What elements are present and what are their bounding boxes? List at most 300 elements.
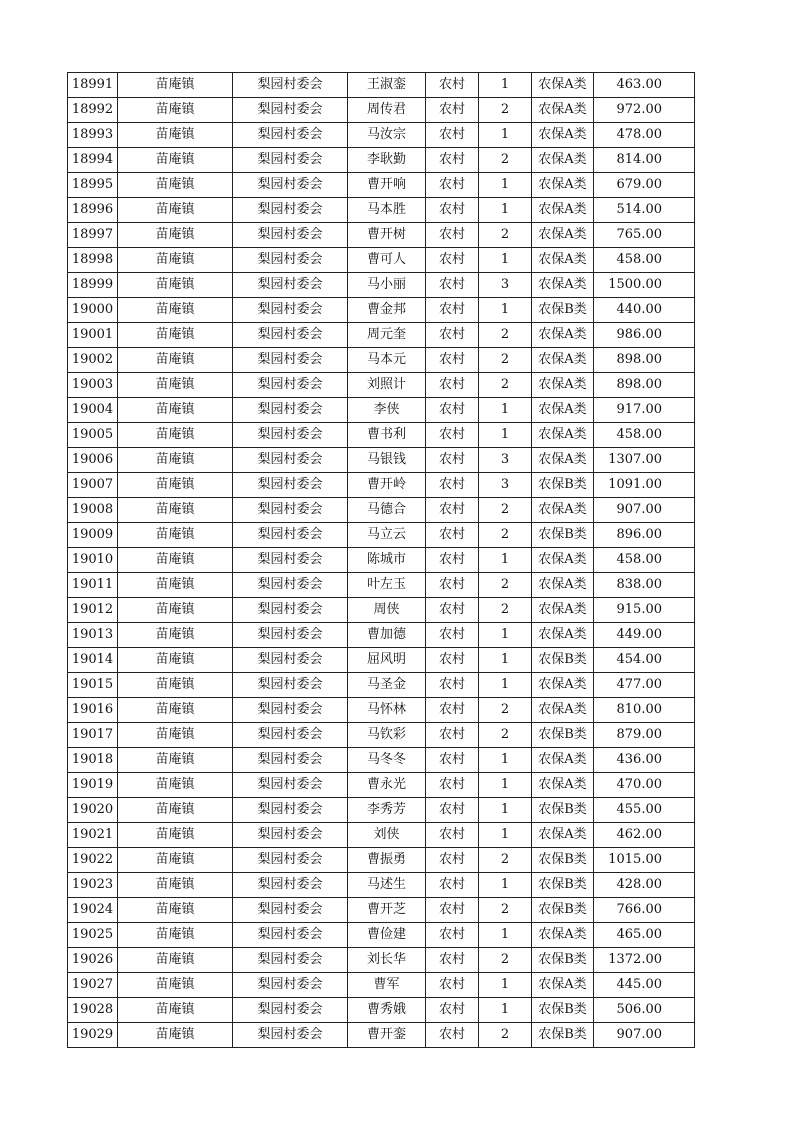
cell-count: 1 — [479, 623, 532, 648]
cell-count: 3 — [479, 473, 532, 498]
cell-area: 农村 — [426, 98, 479, 123]
cell-count: 1 — [479, 873, 532, 898]
cell-amount: 440.00 — [594, 298, 695, 323]
cell-type: 农保A类 — [532, 623, 594, 648]
cell-name: 马德合 — [348, 498, 426, 523]
cell-name: 刘侠 — [348, 823, 426, 848]
cell-town: 苗庵镇 — [118, 573, 233, 598]
table-row — [68, 198, 695, 223]
cell-amount: 1015.00 — [594, 848, 695, 873]
cell-town: 苗庵镇 — [118, 1023, 233, 1048]
cell-id: 19024 — [68, 898, 118, 923]
cell-id: 19013 — [68, 623, 118, 648]
cell-type: 农保A类 — [532, 973, 594, 998]
cell-count: 2 — [479, 948, 532, 973]
cell-town: 苗庵镇 — [118, 148, 233, 173]
cell-type: 农保B类 — [532, 998, 594, 1023]
table-row — [68, 98, 695, 123]
table-row — [68, 548, 695, 573]
cell-area: 农村 — [426, 698, 479, 723]
cell-amount: 436.00 — [594, 748, 695, 773]
cell-village: 梨园村委会 — [233, 473, 348, 498]
cell-name: 马本元 — [348, 348, 426, 373]
cell-amount: 458.00 — [594, 548, 695, 573]
table-row — [68, 298, 695, 323]
cell-id: 19021 — [68, 823, 118, 848]
cell-amount: 462.00 — [594, 823, 695, 848]
cell-count: 2 — [479, 848, 532, 873]
cell-area: 农村 — [426, 298, 479, 323]
cell-town: 苗庵镇 — [118, 448, 233, 473]
cell-count: 3 — [479, 448, 532, 473]
cell-id: 19027 — [68, 973, 118, 998]
cell-village: 梨园村委会 — [233, 748, 348, 773]
cell-village: 梨园村委会 — [233, 323, 348, 348]
cell-area: 农村 — [426, 173, 479, 198]
cell-village: 梨园村委会 — [233, 773, 348, 798]
cell-amount: 458.00 — [594, 248, 695, 273]
cell-type: 农保B类 — [532, 873, 594, 898]
cell-area: 农村 — [426, 323, 479, 348]
cell-village: 梨园村委会 — [233, 248, 348, 273]
cell-id: 19000 — [68, 298, 118, 323]
cell-name: 刘长华 — [348, 948, 426, 973]
cell-id: 19028 — [68, 998, 118, 1023]
cell-village: 梨园村委会 — [233, 123, 348, 148]
cell-count: 2 — [479, 323, 532, 348]
cell-type: 农保A类 — [532, 248, 594, 273]
cell-area: 农村 — [426, 473, 479, 498]
cell-name: 叶左玉 — [348, 573, 426, 598]
cell-type: 农保B类 — [532, 898, 594, 923]
table-row — [68, 923, 695, 948]
cell-town: 苗庵镇 — [118, 323, 233, 348]
cell-count: 1 — [479, 773, 532, 798]
cell-amount: 898.00 — [594, 373, 695, 398]
cell-id: 19017 — [68, 723, 118, 748]
cell-area: 农村 — [426, 398, 479, 423]
table-row — [68, 523, 695, 548]
cell-area: 农村 — [426, 723, 479, 748]
cell-town: 苗庵镇 — [118, 773, 233, 798]
cell-amount: 463.00 — [594, 73, 695, 98]
cell-name: 曹金邦 — [348, 298, 426, 323]
cell-id: 18998 — [68, 248, 118, 273]
table-row — [68, 898, 695, 923]
cell-type: 农保B类 — [532, 798, 594, 823]
cell-area: 农村 — [426, 523, 479, 548]
cell-count: 2 — [479, 348, 532, 373]
cell-area: 农村 — [426, 223, 479, 248]
table-row — [68, 498, 695, 523]
cell-village: 梨园村委会 — [233, 698, 348, 723]
cell-village: 梨园村委会 — [233, 623, 348, 648]
cell-amount: 986.00 — [594, 323, 695, 348]
cell-area: 农村 — [426, 548, 479, 573]
cell-amount: 1307.00 — [594, 448, 695, 473]
cell-name: 马本胜 — [348, 198, 426, 223]
cell-id: 18994 — [68, 148, 118, 173]
cell-id: 18993 — [68, 123, 118, 148]
cell-id: 19014 — [68, 648, 118, 673]
cell-village: 梨园村委会 — [233, 723, 348, 748]
cell-town: 苗庵镇 — [118, 98, 233, 123]
cell-id: 19012 — [68, 598, 118, 623]
records-table — [67, 72, 695, 1048]
cell-name: 周传君 — [348, 98, 426, 123]
cell-area: 农村 — [426, 648, 479, 673]
cell-id: 19002 — [68, 348, 118, 373]
cell-amount: 898.00 — [594, 348, 695, 373]
cell-id: 18999 — [68, 273, 118, 298]
cell-count: 2 — [479, 498, 532, 523]
cell-area: 农村 — [426, 498, 479, 523]
cell-village: 梨园村委会 — [233, 573, 348, 598]
table-row — [68, 173, 695, 198]
cell-town: 苗庵镇 — [118, 973, 233, 998]
cell-type: 农保B类 — [532, 523, 594, 548]
cell-type: 农保A类 — [532, 423, 594, 448]
cell-type: 农保A类 — [532, 823, 594, 848]
cell-count: 2 — [479, 698, 532, 723]
table-row — [68, 448, 695, 473]
cell-count: 1 — [479, 423, 532, 448]
document-page — [67, 72, 695, 1048]
table-row — [68, 273, 695, 298]
cell-village: 梨园村委会 — [233, 398, 348, 423]
table-row — [68, 623, 695, 648]
cell-town: 苗庵镇 — [118, 423, 233, 448]
cell-count: 1 — [479, 548, 532, 573]
cell-count: 1 — [479, 248, 532, 273]
cell-town: 苗庵镇 — [118, 273, 233, 298]
cell-id: 18991 — [68, 73, 118, 98]
cell-town: 苗庵镇 — [118, 123, 233, 148]
cell-id: 19006 — [68, 448, 118, 473]
cell-amount: 514.00 — [594, 198, 695, 223]
cell-name: 马冬冬 — [348, 748, 426, 773]
cell-village: 梨园村委会 — [233, 598, 348, 623]
cell-count: 1 — [479, 673, 532, 698]
cell-area: 农村 — [426, 123, 479, 148]
cell-village: 梨园村委会 — [233, 198, 348, 223]
cell-id: 19019 — [68, 773, 118, 798]
cell-village: 梨园村委会 — [233, 273, 348, 298]
cell-type: 农保A类 — [532, 98, 594, 123]
cell-town: 苗庵镇 — [118, 523, 233, 548]
cell-id: 19025 — [68, 923, 118, 948]
table-row — [68, 148, 695, 173]
cell-type: 农保A类 — [532, 498, 594, 523]
cell-village: 梨园村委会 — [233, 73, 348, 98]
table-row — [68, 873, 695, 898]
cell-id: 19007 — [68, 473, 118, 498]
table-row — [68, 723, 695, 748]
cell-id: 19018 — [68, 748, 118, 773]
cell-amount: 810.00 — [594, 698, 695, 723]
cell-town: 苗庵镇 — [118, 848, 233, 873]
cell-type: 农保A类 — [532, 923, 594, 948]
cell-name: 李耿勤 — [348, 148, 426, 173]
cell-amount: 1372.00 — [594, 948, 695, 973]
cell-area: 农村 — [426, 423, 479, 448]
cell-area: 农村 — [426, 448, 479, 473]
cell-name: 马怀林 — [348, 698, 426, 723]
cell-town: 苗庵镇 — [118, 873, 233, 898]
cell-town: 苗庵镇 — [118, 898, 233, 923]
cell-area: 农村 — [426, 273, 479, 298]
cell-area: 农村 — [426, 348, 479, 373]
cell-type: 农保A类 — [532, 373, 594, 398]
cell-town: 苗庵镇 — [118, 248, 233, 273]
cell-town: 苗庵镇 — [118, 73, 233, 98]
cell-amount: 915.00 — [594, 598, 695, 623]
cell-town: 苗庵镇 — [118, 723, 233, 748]
cell-village: 梨园村委会 — [233, 673, 348, 698]
cell-name: 刘照计 — [348, 373, 426, 398]
cell-amount: 917.00 — [594, 398, 695, 423]
cell-town: 苗庵镇 — [118, 348, 233, 373]
cell-village: 梨园村委会 — [233, 823, 348, 848]
table-row — [68, 848, 695, 873]
cell-count: 1 — [479, 648, 532, 673]
cell-amount: 465.00 — [594, 923, 695, 948]
table-row — [68, 1023, 695, 1048]
cell-count: 1 — [479, 973, 532, 998]
cell-town: 苗庵镇 — [118, 648, 233, 673]
cell-id: 18992 — [68, 98, 118, 123]
cell-village: 梨园村委会 — [233, 848, 348, 873]
cell-name: 曹可人 — [348, 248, 426, 273]
cell-id: 18997 — [68, 223, 118, 248]
cell-village: 梨园村委会 — [233, 348, 348, 373]
cell-town: 苗庵镇 — [118, 498, 233, 523]
cell-town: 苗庵镇 — [118, 923, 233, 948]
cell-type: 农保A类 — [532, 173, 594, 198]
cell-amount: 766.00 — [594, 898, 695, 923]
cell-town: 苗庵镇 — [118, 373, 233, 398]
cell-type: 农保A类 — [532, 773, 594, 798]
cell-area: 农村 — [426, 873, 479, 898]
cell-type: 农保A类 — [532, 323, 594, 348]
cell-name: 曹开响 — [348, 173, 426, 198]
cell-name: 周侠 — [348, 598, 426, 623]
table-row — [68, 648, 695, 673]
cell-name: 马立云 — [348, 523, 426, 548]
cell-type: 农保A类 — [532, 448, 594, 473]
cell-name: 曹振勇 — [348, 848, 426, 873]
cell-count: 2 — [479, 598, 532, 623]
cell-type: 农保A类 — [532, 573, 594, 598]
cell-name: 曹开树 — [348, 223, 426, 248]
cell-town: 苗庵镇 — [118, 673, 233, 698]
cell-type: 农保B类 — [532, 848, 594, 873]
cell-name: 马述生 — [348, 873, 426, 898]
cell-amount: 972.00 — [594, 98, 695, 123]
cell-town: 苗庵镇 — [118, 798, 233, 823]
cell-village: 梨园村委会 — [233, 998, 348, 1023]
cell-type: 农保A类 — [532, 73, 594, 98]
table-row — [68, 373, 695, 398]
cell-type: 农保B类 — [532, 648, 594, 673]
cell-area: 农村 — [426, 248, 479, 273]
table-row — [68, 598, 695, 623]
cell-id: 19011 — [68, 573, 118, 598]
cell-town: 苗庵镇 — [118, 948, 233, 973]
cell-id: 19022 — [68, 848, 118, 873]
cell-id: 19003 — [68, 373, 118, 398]
cell-area: 农村 — [426, 898, 479, 923]
cell-village: 梨园村委会 — [233, 923, 348, 948]
cell-village: 梨园村委会 — [233, 148, 348, 173]
cell-count: 1 — [479, 998, 532, 1023]
cell-area: 农村 — [426, 923, 479, 948]
cell-area: 农村 — [426, 148, 479, 173]
cell-area: 农村 — [426, 773, 479, 798]
cell-village: 梨园村委会 — [233, 298, 348, 323]
cell-id: 19009 — [68, 523, 118, 548]
cell-type: 农保A类 — [532, 123, 594, 148]
cell-amount: 506.00 — [594, 998, 695, 1023]
cell-count: 3 — [479, 273, 532, 298]
cell-amount: 814.00 — [594, 148, 695, 173]
cell-count: 1 — [479, 198, 532, 223]
cell-count: 1 — [479, 73, 532, 98]
table-row — [68, 698, 695, 723]
cell-amount: 679.00 — [594, 173, 695, 198]
cell-village: 梨园村委会 — [233, 448, 348, 473]
cell-town: 苗庵镇 — [118, 623, 233, 648]
cell-type: 农保A类 — [532, 548, 594, 573]
table-row — [68, 748, 695, 773]
table-row — [68, 73, 695, 98]
cell-type: 农保A类 — [532, 398, 594, 423]
table-row — [68, 798, 695, 823]
cell-type: 农保A类 — [532, 598, 594, 623]
cell-id: 19026 — [68, 948, 118, 973]
cell-village: 梨园村委会 — [233, 373, 348, 398]
cell-area: 农村 — [426, 998, 479, 1023]
cell-id: 19004 — [68, 398, 118, 423]
cell-village: 梨园村委会 — [233, 648, 348, 673]
cell-name: 马银钱 — [348, 448, 426, 473]
cell-amount: 428.00 — [594, 873, 695, 898]
cell-town: 苗庵镇 — [118, 598, 233, 623]
cell-count: 1 — [479, 173, 532, 198]
cell-area: 农村 — [426, 673, 479, 698]
cell-name: 曹书利 — [348, 423, 426, 448]
cell-count: 2 — [479, 98, 532, 123]
cell-amount: 458.00 — [594, 423, 695, 448]
cell-village: 梨园村委会 — [233, 223, 348, 248]
cell-count: 2 — [479, 573, 532, 598]
cell-type: 农保B类 — [532, 723, 594, 748]
cell-count: 1 — [479, 398, 532, 423]
cell-name: 李秀芳 — [348, 798, 426, 823]
cell-name: 屈风明 — [348, 648, 426, 673]
table-row — [68, 248, 695, 273]
cell-type: 农保B类 — [532, 948, 594, 973]
cell-village: 梨园村委会 — [233, 1023, 348, 1048]
cell-amount: 470.00 — [594, 773, 695, 798]
cell-area: 农村 — [426, 948, 479, 973]
cell-name: 曹俭建 — [348, 923, 426, 948]
cell-count: 1 — [479, 123, 532, 148]
cell-name: 曹秀娥 — [348, 998, 426, 1023]
cell-town: 苗庵镇 — [118, 548, 233, 573]
cell-town: 苗庵镇 — [118, 398, 233, 423]
cell-type: 农保A类 — [532, 198, 594, 223]
cell-amount: 478.00 — [594, 123, 695, 148]
cell-count: 1 — [479, 798, 532, 823]
table-row — [68, 123, 695, 148]
cell-name: 王淑銮 — [348, 73, 426, 98]
cell-town: 苗庵镇 — [118, 298, 233, 323]
table-row — [68, 423, 695, 448]
cell-count: 2 — [479, 1023, 532, 1048]
cell-town: 苗庵镇 — [118, 173, 233, 198]
cell-id: 19020 — [68, 798, 118, 823]
cell-village: 梨园村委会 — [233, 523, 348, 548]
cell-village: 梨园村委会 — [233, 798, 348, 823]
cell-id: 19010 — [68, 548, 118, 573]
cell-id: 19029 — [68, 1023, 118, 1048]
cell-amount: 907.00 — [594, 1023, 695, 1048]
cell-area: 农村 — [426, 798, 479, 823]
cell-type: 农保A类 — [532, 273, 594, 298]
cell-area: 农村 — [426, 1023, 479, 1048]
cell-area: 农村 — [426, 748, 479, 773]
cell-count: 1 — [479, 748, 532, 773]
cell-town: 苗庵镇 — [118, 473, 233, 498]
cell-count: 2 — [479, 898, 532, 923]
cell-village: 梨园村委会 — [233, 498, 348, 523]
cell-count: 2 — [479, 223, 532, 248]
cell-area: 农村 — [426, 373, 479, 398]
cell-amount: 896.00 — [594, 523, 695, 548]
table-row — [68, 323, 695, 348]
cell-village: 梨园村委会 — [233, 548, 348, 573]
cell-type: 农保B类 — [532, 473, 594, 498]
cell-amount: 1500.00 — [594, 273, 695, 298]
cell-id: 18996 — [68, 198, 118, 223]
cell-area: 农村 — [426, 623, 479, 648]
cell-count: 1 — [479, 923, 532, 948]
cell-village: 梨园村委会 — [233, 873, 348, 898]
table-row — [68, 223, 695, 248]
cell-town: 苗庵镇 — [118, 823, 233, 848]
cell-amount: 477.00 — [594, 673, 695, 698]
cell-area: 农村 — [426, 823, 479, 848]
cell-count: 2 — [479, 373, 532, 398]
cell-count: 2 — [479, 723, 532, 748]
cell-name: 周元奎 — [348, 323, 426, 348]
cell-village: 梨园村委会 — [233, 948, 348, 973]
cell-name: 曹永光 — [348, 773, 426, 798]
cell-town: 苗庵镇 — [118, 998, 233, 1023]
cell-name: 马圣金 — [348, 673, 426, 698]
cell-name: 李侠 — [348, 398, 426, 423]
table-row — [68, 473, 695, 498]
cell-village: 梨园村委会 — [233, 98, 348, 123]
cell-type: 农保B类 — [532, 298, 594, 323]
cell-count: 1 — [479, 298, 532, 323]
cell-village: 梨园村委会 — [233, 173, 348, 198]
cell-type: 农保A类 — [532, 348, 594, 373]
cell-id: 19015 — [68, 673, 118, 698]
cell-amount: 1091.00 — [594, 473, 695, 498]
cell-amount: 454.00 — [594, 648, 695, 673]
